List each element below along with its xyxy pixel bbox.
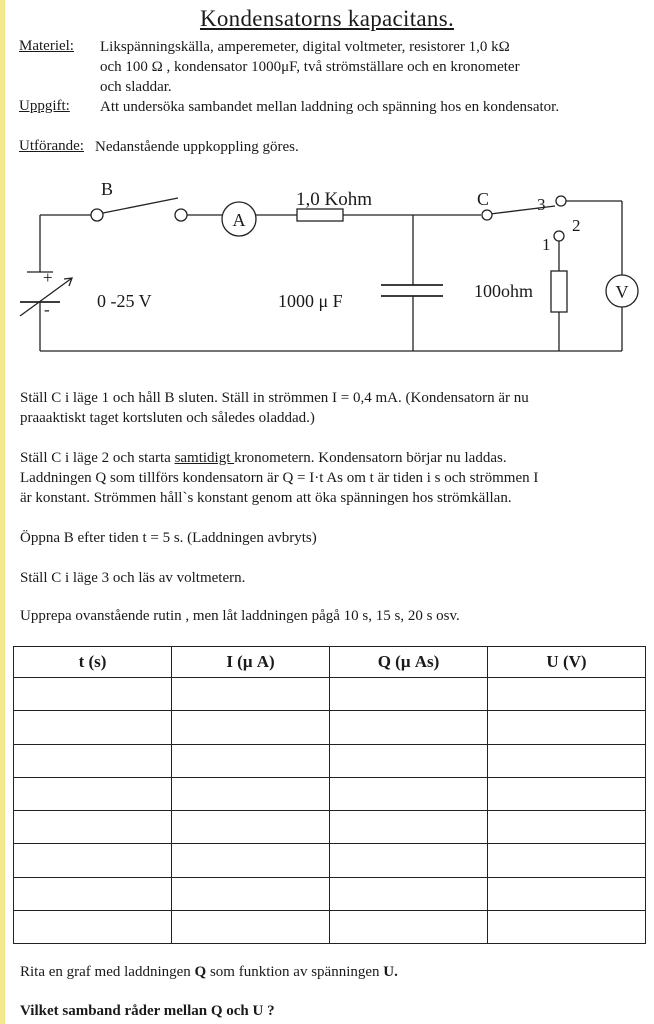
- table-cell: [172, 877, 330, 910]
- table-cell: [14, 777, 172, 810]
- source-voltage-label: 0 -25 V: [97, 291, 152, 311]
- materiel-label: Materiel:: [19, 38, 74, 54]
- final-question: Vilket samband råder mellan Q och U ?: [20, 1003, 275, 1019]
- table-row: [14, 777, 646, 810]
- instruction-2-line-2: Laddningen Q som tillförs kondensatorn är Q = I·t As om t är tiden i s och strömmen I: [20, 470, 539, 486]
- instruction-1-line-2: praaaktiskt taget kortsluten och således oladdad.): [20, 410, 315, 426]
- instruction-4: Ställ C i läge 3 och läs av voltmetern.: [20, 570, 246, 586]
- header-current: I (μ A): [172, 647, 330, 678]
- table-cell: [14, 877, 172, 910]
- table-cell: [172, 744, 330, 777]
- table-cell: [330, 910, 488, 943]
- circuit-diagram: [0, 170, 654, 370]
- graph-instruction: Rita en graf med laddningen Q som funktion av spänningen U.: [20, 964, 398, 980]
- resistor-100-label: 100ohm: [474, 281, 534, 301]
- ammeter-label: A: [232, 210, 246, 230]
- table-cell: [330, 678, 488, 711]
- table-cell: [172, 910, 330, 943]
- measurement-table: [13, 646, 646, 944]
- switch-c-pos1-terminal: [554, 231, 564, 241]
- resistor-1k-label: 1,0 Kohm: [296, 189, 372, 210]
- utforande-text: Nedanstående uppkoppling göres.: [95, 139, 299, 155]
- table-cell: [14, 910, 172, 943]
- instruction-3: Öppna B efter tiden t = 5 s. (Laddningen avbryts): [20, 530, 317, 546]
- utforande-label: Utförande:: [19, 138, 84, 154]
- table-cell: [330, 711, 488, 744]
- table-cell: [172, 844, 330, 877]
- instruction-1-line-1: Ställ C i läge 1 och håll B sluten. Ställ in strömmen I = 0,4 mA. (Kondensatorn är nu: [20, 390, 529, 406]
- table-row: [14, 711, 646, 744]
- pos3-label: 3: [537, 195, 546, 214]
- table-cell: [330, 877, 488, 910]
- pos1-label: 1: [542, 235, 551, 254]
- capacitor-label: 1000 μ F: [278, 291, 343, 311]
- header-charge: Q (μ As): [330, 647, 488, 678]
- table-cell: [330, 844, 488, 877]
- plus-label: +: [43, 268, 53, 287]
- switch-c-pos3-terminal: [556, 196, 566, 206]
- materiel-line-1: Likspänningskälla, amperemeter, digital voltmeter, resistorer 1,0 kΩ: [100, 39, 510, 55]
- table-cell: [330, 777, 488, 810]
- header-voltage: U (V): [488, 647, 646, 678]
- instruction-2-line-1: Ställ C i läge 2 och starta samtidigt kronometern. Kondensatorn börjar nu laddas.: [20, 450, 507, 466]
- uppgift-text: Att undersöka sambandet mellan laddning och spänning hos en kondensator.: [100, 99, 560, 115]
- table-row: [14, 844, 646, 877]
- switch-b-terminal-left: [91, 209, 103, 221]
- table-cell: [14, 711, 172, 744]
- table-row: [14, 877, 646, 910]
- table-cell: [488, 844, 646, 877]
- voltmeter-label: V: [615, 282, 629, 302]
- table-row: [14, 811, 646, 844]
- table-cell: [488, 811, 646, 844]
- table-cell: [330, 744, 488, 777]
- materiel-line-2: och 100 Ω , kondensator 1000μF, två strömställare och en kronometer: [100, 59, 520, 75]
- table-cell: [172, 711, 330, 744]
- table-cell: [488, 910, 646, 943]
- switch-c-label: C: [477, 189, 490, 209]
- switch-c-terminal: [482, 210, 492, 220]
- table-cell: [488, 711, 646, 744]
- resistor-100-symbol: [551, 271, 567, 312]
- switch-b-label: B: [101, 179, 114, 199]
- table-cell: [172, 678, 330, 711]
- page-edge-strip: [0, 0, 5, 1024]
- table-cell: [14, 678, 172, 711]
- header-time: t (s): [14, 647, 172, 678]
- table-header-row: [14, 647, 646, 678]
- table-row: [14, 910, 646, 943]
- instruction-2-line-3: är konstant. Strömmen håll`s konstant genom att öka spänningen hos strömkällan.: [20, 490, 512, 506]
- instruction-5: Upprepa ovanstående rutin , men låt laddningen pågå 10 s, 15 s, 20 s osv.: [20, 608, 460, 624]
- table-cell: [488, 744, 646, 777]
- table-cell: [488, 877, 646, 910]
- table-cell: [14, 811, 172, 844]
- switch-b-terminal-right: [175, 209, 187, 221]
- emphasis-samtidigt: samtidigt: [174, 450, 235, 466]
- table-cell: [330, 811, 488, 844]
- table-row: [14, 678, 646, 711]
- table-cell: [14, 744, 172, 777]
- table-cell: [488, 777, 646, 810]
- table-cell: [14, 844, 172, 877]
- resistor-1k-symbol: [297, 209, 343, 221]
- minus-label: -: [44, 300, 50, 319]
- table-cell: [172, 811, 330, 844]
- page-title: Kondensatorns kapacitans.: [199, 6, 455, 31]
- table-cell: [488, 678, 646, 711]
- table-row: [14, 744, 646, 777]
- uppgift-label: Uppgift:: [19, 98, 70, 114]
- capacitor-symbol: [381, 285, 443, 296]
- table-cell: [172, 777, 330, 810]
- materiel-line-3: och sladdar.: [100, 79, 172, 95]
- pos2-label: 2: [572, 216, 581, 235]
